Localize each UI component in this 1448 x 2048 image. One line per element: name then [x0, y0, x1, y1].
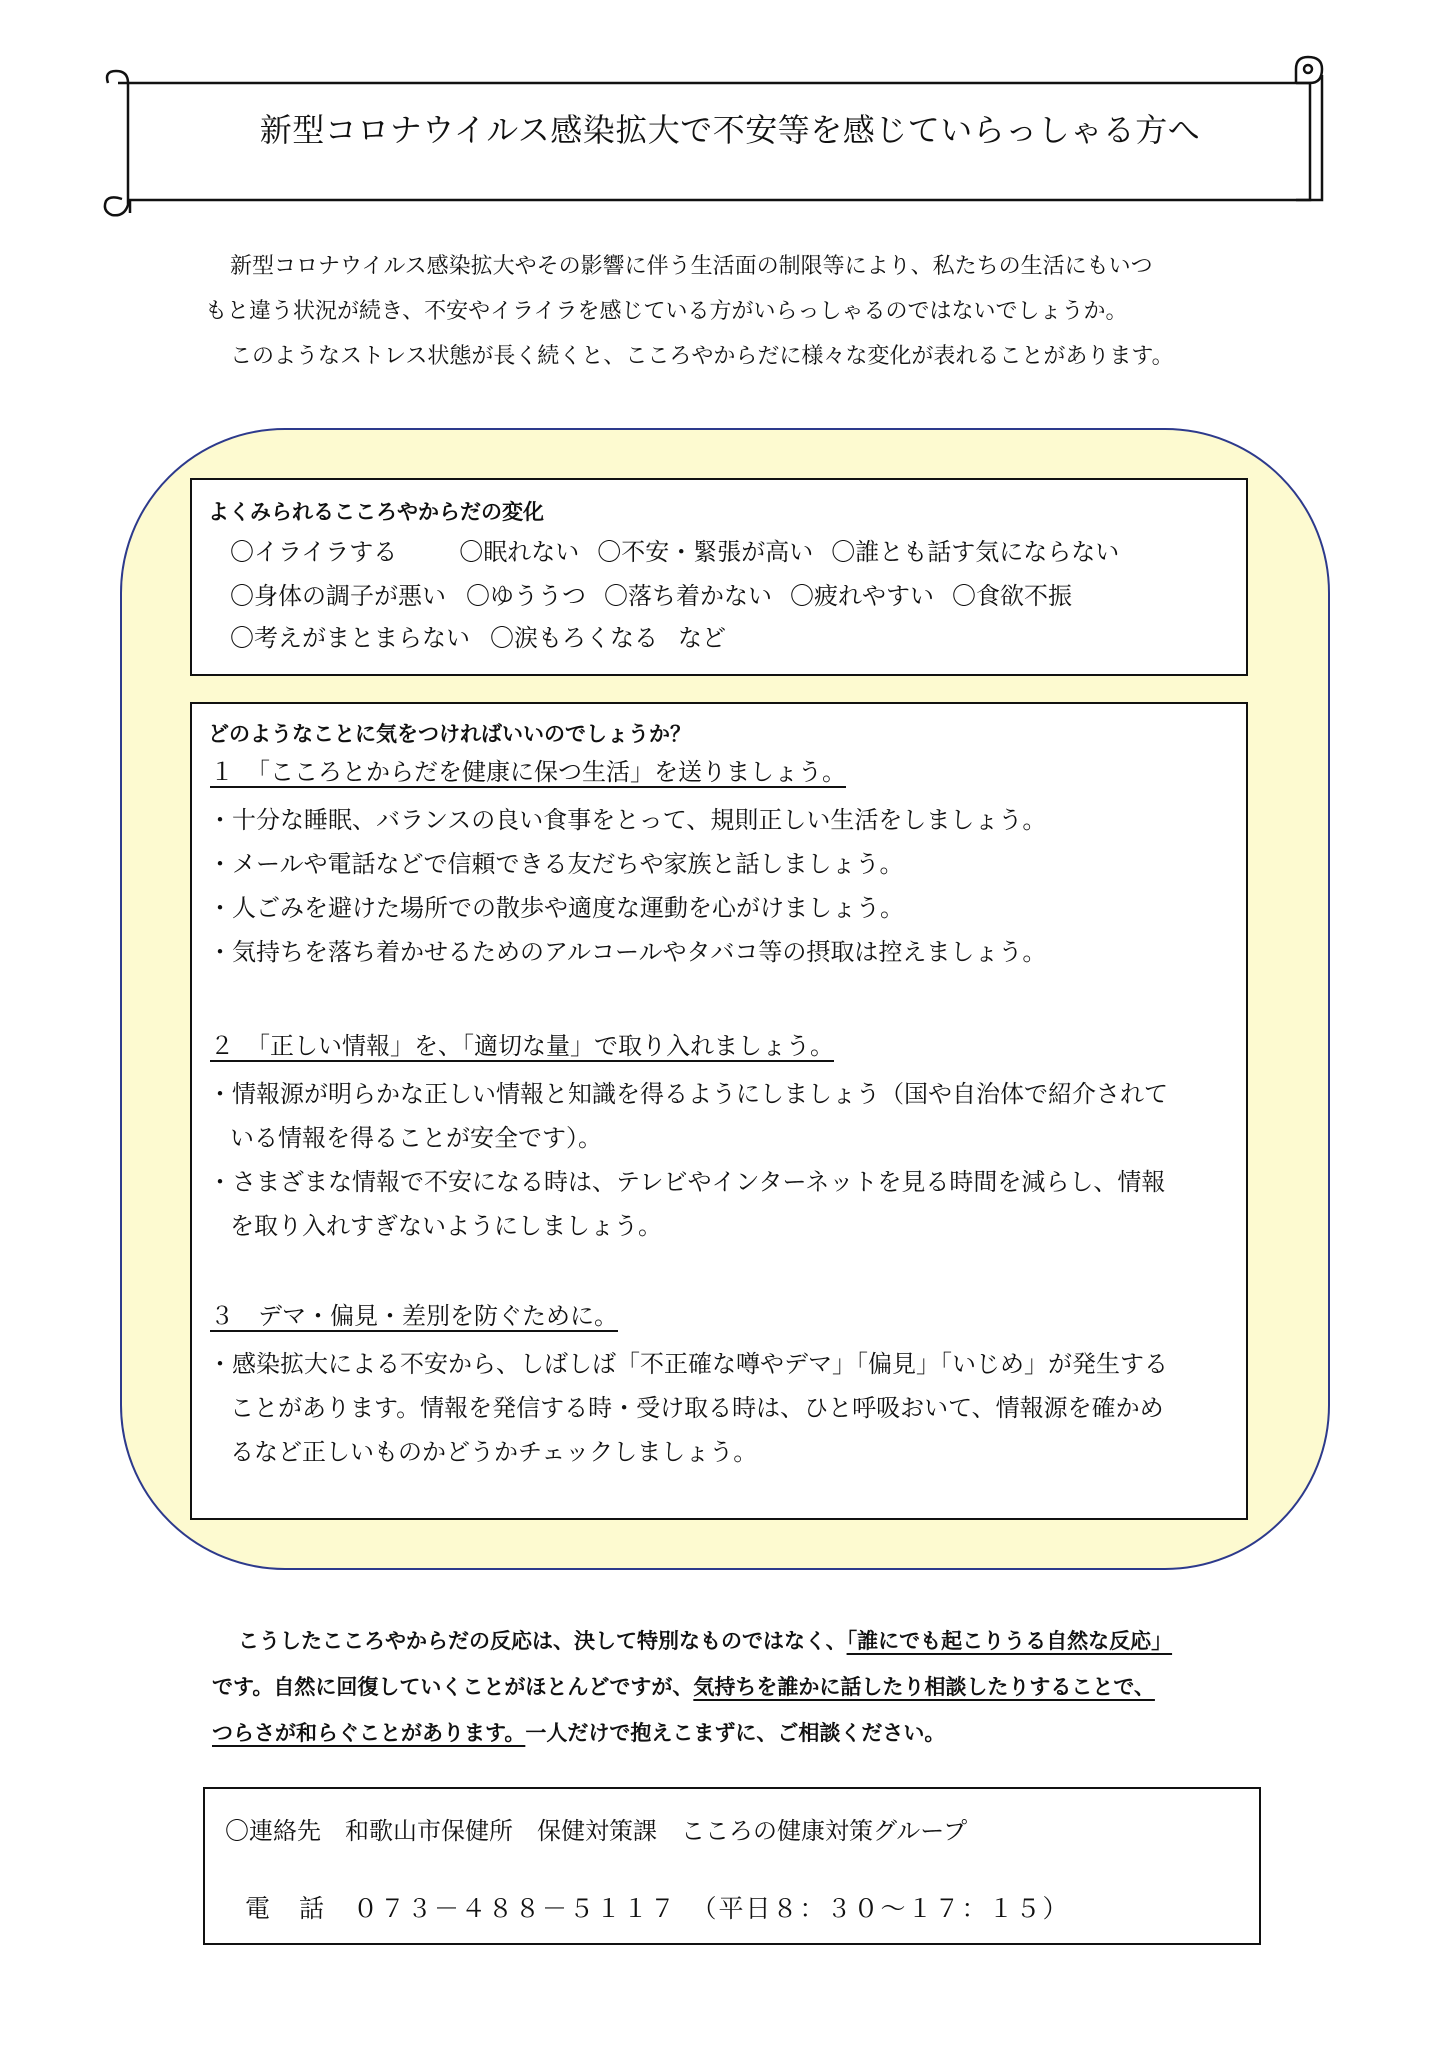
changes-row: [230, 536, 1119, 568]
list-item-continued: いる情報を得ることが安全です）。: [230, 1124, 602, 1152]
symptom-item: 〇誰とも話す気にならない: [831, 538, 1120, 566]
bullet-list-3: [208, 1342, 1248, 1474]
list-item-continued: を取り入れすぎないようにしましょう。: [230, 1212, 662, 1240]
list-item-continued: るなど正しいものかどうかチェックしましょう。: [230, 1438, 758, 1466]
symptom-item: 〇考えがまとまらない: [230, 624, 470, 652]
advice-box: [190, 702, 1248, 1520]
closing-emphasis: つらさが和らぐことがあります。: [212, 1721, 526, 1745]
list-item: ・さまざまな情報で不安になる時は、テレビやインターネットを見る時間を減らし、情報: [208, 1168, 1166, 1196]
symptom-item: 〇涙もろくなる: [490, 624, 658, 652]
list-item: ・人ごみを避けた場所での散歩や適度な運動を心がけましょう。: [208, 894, 904, 922]
symptom-item: 〇不安・緊張が高い: [597, 538, 814, 566]
phone-number: 電 話 ０７３－４８８－５１１７ （平日８：３０～１７：１５）: [245, 1894, 1070, 1923]
symptom-item: など: [678, 624, 726, 652]
changes-row: [230, 622, 726, 654]
bullet-list-2: [208, 1072, 1248, 1248]
symptom-item: 〇ゆううつ: [466, 582, 586, 610]
intro-paragraph: [205, 244, 1265, 379]
bullet-list-1: [208, 798, 1248, 974]
closing-emphasis: 「誰にでも起こりうる自然な反応」: [846, 1629, 1173, 1653]
closing-emphasis: 気持ちを誰かに話したり相談したりすることで、: [693, 1675, 1155, 1699]
closing-text: です。自然に回復していくことがほとんどですが、: [212, 1675, 694, 1699]
changes-box: [190, 478, 1248, 676]
symptom-item: 〇眠れない: [459, 538, 580, 566]
section-title-2: ２ 「正しい情報」を、「適切な量」で取り入れましょう。: [210, 1032, 834, 1060]
advice-heading: どのようなことに気をつければいいのでしょうか？: [208, 722, 691, 746]
closing-text: こうしたこころやからだの反応は、決して特別なものではなく、: [238, 1629, 847, 1653]
symptom-item: 〇食欲不振: [952, 582, 1072, 610]
symptom-item: 〇イライラする: [230, 538, 398, 566]
symptom-item: 〇身体の調子が悪い: [230, 582, 446, 610]
intro-line: このようなストレス状態が長く続くと、こころやからだに様々な変化が表れることがあります。: [230, 344, 1174, 369]
page-title: 新型コロナウイルス感染拡大で不安等を感じていらっしゃる方へ: [259, 111, 1201, 149]
list-item: ・メールや電話などで信頼できる友だちや家族と話しましょう。: [208, 850, 904, 878]
symptom-item: 〇落ち着かない: [604, 582, 772, 610]
list-item: ・気持ちを落ち着かせるためのアルコールやタバコ等の摂取は控えましょう。: [208, 938, 1047, 966]
changes-row: [230, 580, 1072, 612]
intro-line: もと違う状況が続き、不安やイライラを感じている方がいらっしゃるのではないでしょうか。: [205, 299, 1128, 324]
list-item: ・十分な睡眠、バランスの良い食事をとって、規則正しい生活をしましょう。: [208, 806, 1047, 834]
changes-heading: よくみられるこころやからだの変化: [208, 500, 544, 524]
contact-box: [203, 1787, 1261, 1945]
section-title-1: １ 「こころとからだを健康に保つ生活」を送りましょう。: [210, 758, 846, 786]
contact-info: 〇連絡先 和歌山市保健所 保健対策課 こころの健康対策グループ: [225, 1817, 968, 1845]
list-item: ・情報源が明らかな正しい情報と知識を得るようにしましょう（国や自治体で紹介されて: [208, 1080, 1168, 1108]
intro-line: 新型コロナウイルス感染拡大やその影響に伴う生活面の制限等により、私たちの生活にもいつ: [230, 254, 1153, 279]
list-item: ・感染拡大による不安から、しばしば「不正確な噂やデマ」「偏見」「いじめ」が発生する: [208, 1350, 1168, 1378]
closing-text: 一人だけで抱えこまずに、ご相談ください。: [525, 1721, 946, 1745]
list-item-continued: ことがあります。情報を発信する時・受け取る時は、ひと呼吸おいて、情報源を確かめ: [230, 1394, 1164, 1422]
symptom-item: 〇疲れやすい: [790, 582, 934, 610]
closing-paragraph: [212, 1618, 1292, 1756]
section-title-3: ３ デマ・偏見・差別を防ぐために。: [210, 1302, 618, 1330]
